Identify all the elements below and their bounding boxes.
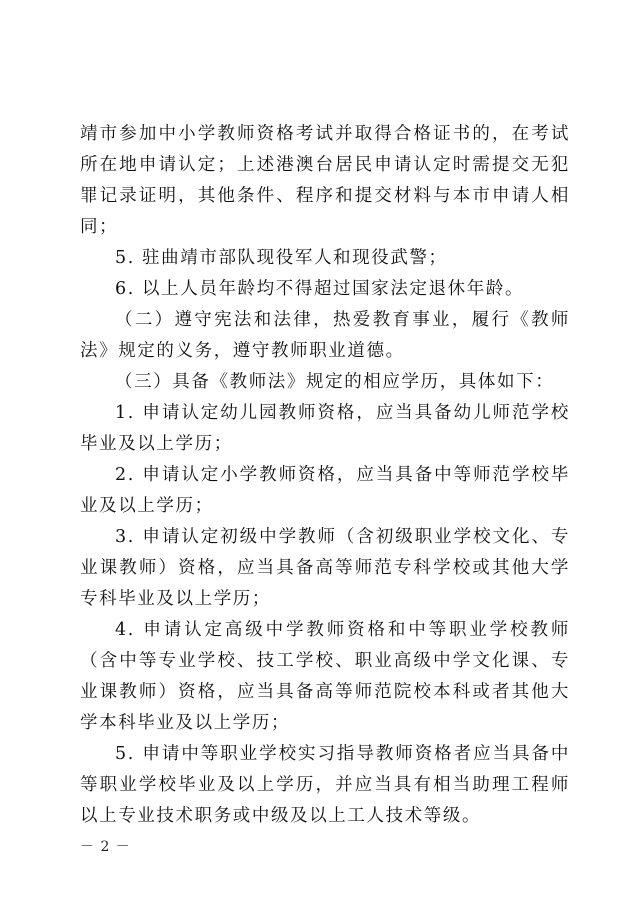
paragraph-item-6-age: 6. 以上人员年龄均不得超过国家法定退休年龄。 [115, 279, 525, 299]
paragraph-section-3-education: （三）具备《教师法》规定的相应学历，具体如下： [115, 372, 555, 392]
paragraph-edu-item-4-senior-vocational: 4. 申请认定高级中学教师资格和中等职业学校教师（含中等专业学校、技工学校、职业高级中学文化课、专业课教师）资格，应当具备高等师范院校本科或者其他大学本科毕业及以上学历； [80, 620, 570, 733]
paragraph-edu-item-2-primary: 2. 申请认定小学教师资格，应当具备中等师范学校毕业及以上学历； [80, 465, 570, 516]
page-number: － 2 － [80, 839, 131, 855]
paragraph-section-2-law: （二）遵守宪法和法律，热爱教育事业，履行《教师法》规定的义务，遵守教师职业道德。 [80, 310, 570, 361]
paragraph-item-5-military: 5. 驻曲靖市部队现役军人和现役武警； [115, 248, 448, 268]
paragraph-edu-item-5-internship: 5. 申请中等职业学校实习指导教师资格者应当具备中等职业学校毕业及以上学历，并应当具有相当助理工程师以上专业技术职务或中级及以上工人技术等级。 [80, 744, 570, 826]
paragraph-continuation: 靖市参加中小学教师资格考试并取得合格证书的，在考试所在地申请认定；上述港澳台居民申请认定时需提交无犯罪记录证明，其他条件、程序和提交材料与本市申请人相同； [80, 124, 570, 237]
paragraph-edu-item-1-kindergarten: 1. 申请认定幼儿园教师资格，应当具备幼儿师范学校毕业及以上学历； [80, 403, 570, 454]
paragraph-edu-item-3-junior-middle: 3. 申请认定初级中学教师（含初级职业学校文化、专业课教师）资格，应当具备高等师范专科学校或其他大学专科毕业及以上学历； [80, 527, 570, 609]
body-text [80, 119, 570, 832]
